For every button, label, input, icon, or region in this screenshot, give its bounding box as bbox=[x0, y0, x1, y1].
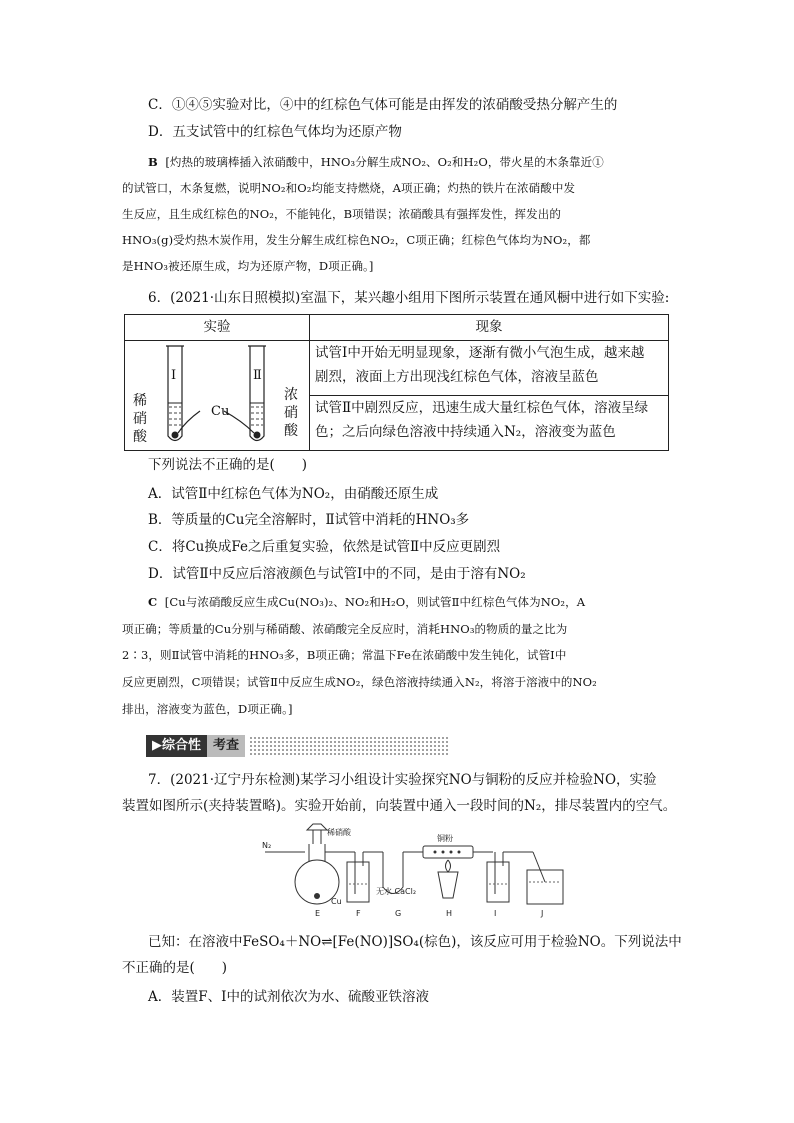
apparatus-label-j: J bbox=[541, 909, 544, 918]
q6-answer-line-1 bbox=[148, 592, 585, 612]
concentrated-nitric-acid-label bbox=[284, 386, 300, 440]
q6-option-d: D．试管Ⅱ中反应后溶液颜色与试管Ⅰ中的不同，是由于溶有NO₂ bbox=[148, 566, 526, 582]
q7-known-line-1: 已知：在溶液中FeSO₄＋NO⇌[Fe(NO)]SO₄(棕色)，该反应可用于检验NO。下列说法中 bbox=[148, 934, 682, 950]
q7-option-a: A．装置F、I中的试剂依次为水、硫酸亚铁溶液 bbox=[148, 989, 429, 1005]
anhydrous-cacl2-label: 无水 CaCl₂ bbox=[376, 887, 417, 896]
phenomenon-1-line-1: 试管Ⅰ中开始无明显现象，逐渐有微小气泡生成，越来越 bbox=[315, 345, 645, 361]
q5-answer-line-1 bbox=[148, 152, 604, 172]
conc-label-char-2: 硝 bbox=[284, 405, 298, 421]
section-header-bar bbox=[146, 735, 449, 757]
q5-answer-line-4: HNO₃(g)受灼热木炭作用，发生分解生成红棕色NO₂，C项正确；红棕色气体均为NO₂，都 bbox=[122, 233, 591, 247]
section-label-assessment: 考查 bbox=[207, 735, 245, 757]
apparatus-copper-label: Cu bbox=[331, 897, 342, 906]
q7-stem-line-2: 装置如图所示(夹持装置略)。实验开始前，向装置中通入一段时间的N₂，排尽装置内的空气。 bbox=[122, 798, 677, 814]
q6-answer-line-5: 排出，溶液变为蓝色，D项正确。] bbox=[122, 702, 293, 716]
q6-answer-letter: C bbox=[148, 595, 158, 609]
q5-answer-text-1: [灼热的玻璃棒插入浓硝酸中，HNO₃分解生成NO₂、O₂和H₂O，带火星的木条靠近① bbox=[165, 155, 604, 169]
apparatus-diagram bbox=[255, 822, 575, 932]
phenomenon-1-line-2: 剧烈，液面上方出现浅红棕色气体，溶液呈蓝色 bbox=[315, 369, 599, 385]
q5-option-d: D．五支试管中的红棕色气体均为还原产物 bbox=[148, 124, 402, 140]
dilute-nitric-acid-label bbox=[133, 392, 149, 446]
n2-inlet-label: N₂ bbox=[262, 841, 272, 850]
table-header-experiment: 实验 bbox=[125, 315, 310, 341]
q6-option-b: B．等质量的Cu完全溶解时，Ⅱ试管中消耗的HNO₃多 bbox=[148, 512, 470, 528]
q5-answer-line-5: 是HNO₃被还原生成，均为还原产物，D项正确。] bbox=[122, 259, 374, 273]
q6-answer-line-3: 2∶3，则Ⅱ试管中消耗的HNO₃多，B项正确；常温下Fe在浓硝酸中发生钝化，试管Ⅰ中 bbox=[122, 648, 567, 662]
phenomenon-2-line-1: 试管Ⅱ中剧烈反应，迅速生成大量红棕色气体，溶液呈绿 bbox=[315, 400, 649, 416]
section-dotted-decoration bbox=[249, 736, 449, 756]
q7-stem-line-1: 7．(2021·辽宁丹东检测)某学习小组设计实验探究NO与铜粉的反应并检验NO，实验 bbox=[148, 772, 657, 788]
apparatus-label-e: E bbox=[315, 909, 321, 918]
dilute-label-char-1: 稀 bbox=[133, 393, 147, 409]
copper-powder-label: 铜粉 bbox=[437, 834, 453, 843]
apparatus-label-h: H bbox=[446, 909, 453, 918]
table-header-phenomenon: 现象 bbox=[310, 315, 669, 341]
conc-label-char-3: 酸 bbox=[284, 423, 298, 439]
q6-answer-line-2: 项正确；等质量的Cu分别与稀硝酸、浓硝酸完全反应时，消耗HNO₃的物质的量之比为 bbox=[122, 622, 568, 636]
phenomenon-2-line-2: 色；之后向绿色溶液中持续通入N₂，溶液变为蓝色 bbox=[315, 424, 616, 440]
q6-question: 下列说法不正确的是( ) bbox=[148, 457, 308, 473]
phenomenon-tube-1 bbox=[310, 341, 669, 396]
q7-known-line-2: 不正确的是( ) bbox=[122, 960, 228, 976]
dilute-nitric-acid-apparatus-label: 稀硝酸 bbox=[327, 828, 351, 837]
q6-stem: 6．(2021·山东日照模拟)室温下，某兴趣小组用下图所示装置在通风橱中进行如下实验: bbox=[148, 290, 670, 306]
dilute-label-char-3: 酸 bbox=[133, 429, 147, 445]
q5-answer-line-3: 生反应，且生成红棕色的NO₂，不能钝化，B项错误；浓硝酸具有强挥发性，挥发出的 bbox=[122, 207, 561, 221]
apparatus-label-g: G bbox=[395, 909, 402, 918]
q5-option-c: C．①④⑤实验对比，④中的红棕色气体可能是由挥发的浓硝酸受热分解产生的 bbox=[148, 97, 618, 113]
q6-answer-text-1: [Cu与浓硝酸反应生成Cu(NO₃)₂、NO₂和H₂O，则试管Ⅱ中红棕色气体为NO₂，A bbox=[164, 595, 586, 609]
q6-option-c: C．将Cu换成Fe之后重复实验，依然是试管Ⅱ中反应更剧烈 bbox=[148, 539, 501, 555]
conc-label-char-1: 浓 bbox=[284, 387, 298, 403]
test-tube-diagram bbox=[124, 341, 309, 451]
section-label-comprehensive: ▶综合性 bbox=[146, 735, 207, 757]
tube-2-label: Ⅱ bbox=[253, 368, 262, 383]
q5-answer-line-2: 的试管口，木条复燃，说明NO₂和O₂均能支持燃烧，A项正确；灼热的铁片在浓硝酸中发 bbox=[122, 181, 576, 195]
apparatus-label-f: F bbox=[356, 909, 361, 918]
q6-option-a: A．试管Ⅱ中红棕色气体为NO₂，由硝酸还原生成 bbox=[148, 486, 439, 502]
dilute-label-char-2: 硝 bbox=[133, 411, 147, 427]
phenomenon-tube-2 bbox=[310, 396, 669, 451]
q6-answer-line-4: 反应更剧烈，C项错误；试管Ⅱ中反应生成NO₂，绿色溶液持续通入N₂，将溶于溶液中的NO₂ bbox=[122, 675, 597, 689]
tube-1-label: Ⅰ bbox=[171, 368, 177, 383]
apparatus-label-i: I bbox=[494, 909, 497, 918]
q5-answer-letter: B bbox=[148, 155, 158, 169]
copper-label: Cu bbox=[211, 404, 230, 419]
